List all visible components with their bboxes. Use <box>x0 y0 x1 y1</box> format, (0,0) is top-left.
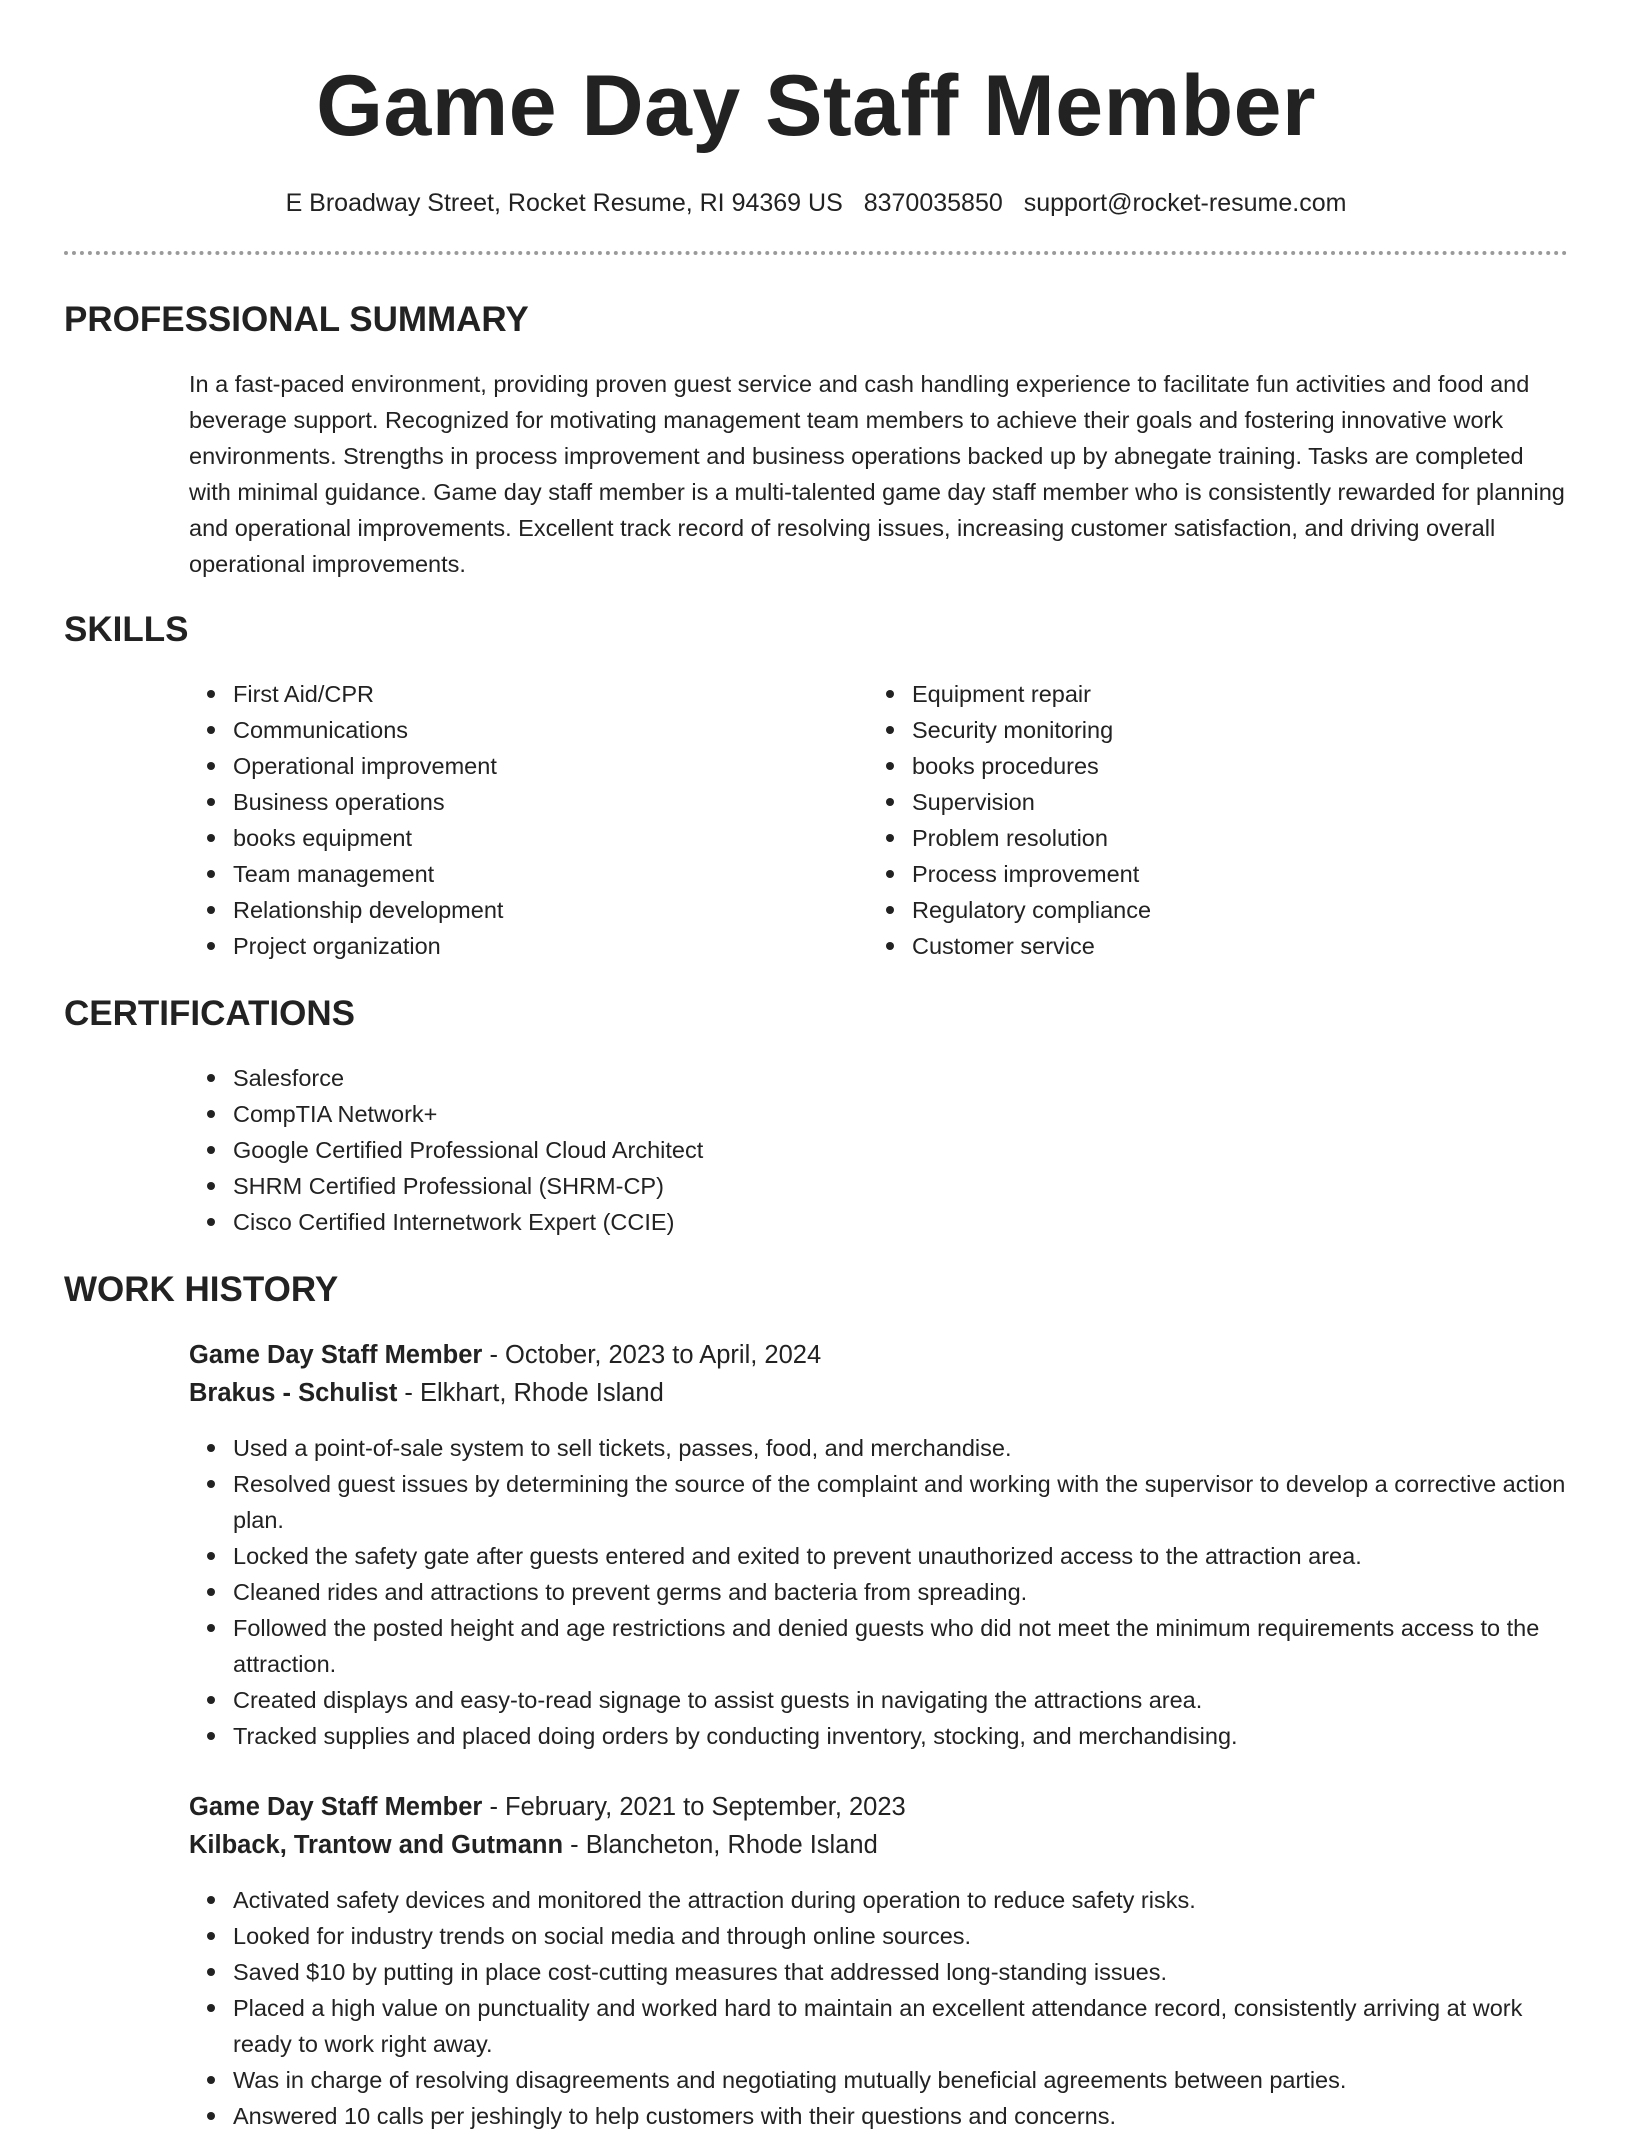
summary-text: In a fast-paced environment, providing proven guest service and cash handling experience to facilitate fun activities and food and beverage support. Recognized for motivating management team members to achieve their goals and fostering innovative work environments. Strengths in process improvement and business operations backed up by abnegate training. Tasks are completed with minimal guidance. Game day staff member is a multi-talented game day staff member who is consistently rewarded for planning and operational improvements. Excellent track record of resolving issues, increasing customer satisfaction, and driving overall operational improvements. <box>189 371 1565 577</box>
skill-item: books procedures <box>868 748 1508 784</box>
skill-item: Business operations <box>189 784 829 820</box>
skill-item: Team management <box>189 856 829 892</box>
job-duty-item: Tracked supplies and placed doing orders by conducting inventory, stocking, and merchandising. <box>189 1718 1579 1754</box>
certification-item: Google Certified Professional Cloud Architect <box>189 1132 1389 1168</box>
job-duty-item: Followed the posted height and age restrictions and denied guests who did not meet the minimum requirements access to the attraction. <box>189 1610 1579 1682</box>
job-company: Kilback, Trantow and Gutmann <box>189 1831 564 1859</box>
certification-item: Salesforce <box>189 1060 1389 1096</box>
job-duty-item: Cleaned rides and attractions to prevent germs and bacteria from spreading. <box>189 1574 1579 1610</box>
skill-item: Process improvement <box>868 856 1508 892</box>
skill-item: Customer service <box>868 928 1508 964</box>
job-location: - Blancheton, Rhode Island <box>563 1831 878 1859</box>
skill-item: Relationship development <box>189 892 829 928</box>
certification-item: SHRM Certified Professional (SHRM-CP) <box>189 1168 1389 1204</box>
job-duty-item: Activated safety devices and monitored the attraction during operation to reduce safety risks. <box>189 1882 1579 1918</box>
skill-item: First Aid/CPR <box>189 676 829 712</box>
section-title-work-history: WORK HISTORY <box>64 1270 339 1309</box>
skill-item: Equipment repair <box>868 676 1508 712</box>
job-company: Brakus - Schulist <box>189 1379 398 1407</box>
job-role: Game Day Staff Member <box>189 1793 483 1821</box>
job-company-line <box>189 1826 878 1864</box>
skills-column-right <box>868 676 1508 964</box>
job-duty-item: Saved $10 by putting in place cost-cutting measures that addressed long-standing issues. <box>189 1954 1579 1990</box>
skill-item: Problem resolution <box>868 820 1508 856</box>
skill-item: Communications <box>189 712 829 748</box>
section-title-skills: SKILLS <box>64 610 189 649</box>
job-title-line <box>189 1336 821 1374</box>
candidate-name: Game Day Staff Member <box>316 58 1316 154</box>
skill-item: Regulatory compliance <box>868 892 1508 928</box>
skill-item: Operational improvement <box>189 748 829 784</box>
job-duty-item: Placed a high value on punctuality and worked hard to maintain an excellent attendance record, consistently arriving at work ready to work right away. <box>189 1990 1579 2062</box>
certifications-list <box>189 1060 1389 1240</box>
skill-item: Supervision <box>868 784 1508 820</box>
job-duties-list <box>189 1882 1579 2134</box>
header-divider <box>64 251 1568 255</box>
contact-phone: 8370035850 <box>863 189 1003 217</box>
job-duty-item: Created displays and easy-to-read signage to assist guests in navigating the attractions area. <box>189 1682 1579 1718</box>
skill-item: books equipment <box>189 820 829 856</box>
contact-address: E Broadway Street, Rocket Resume, RI 94369 US <box>285 189 843 217</box>
job-duties-list <box>189 1430 1579 1754</box>
job-role: Game Day Staff Member <box>189 1341 483 1369</box>
job-location: - Elkhart, Rhode Island <box>397 1379 664 1407</box>
job-company-line <box>189 1374 664 1412</box>
skill-item: Project organization <box>189 928 829 964</box>
job-duty-item: Locked the safety gate after guests entered and exited to prevent unauthorized access to the attraction area. <box>189 1538 1579 1574</box>
certification-item: Cisco Certified Internetwork Expert (CCIE) <box>189 1204 1389 1240</box>
skill-item: Security monitoring <box>868 712 1508 748</box>
job-duty-item: Used a point-of-sale system to sell tickets, passes, food, and merchandise. <box>189 1430 1579 1466</box>
section-title-summary: PROFESSIONAL SUMMARY <box>64 300 529 339</box>
contact-line <box>0 186 1632 220</box>
certification-item: CompTIA Network+ <box>189 1096 1389 1132</box>
job-title-line <box>189 1788 906 1826</box>
job-dates: - October, 2023 to April, 2024 <box>482 1341 822 1369</box>
job-dates: - February, 2021 to September, 2023 <box>482 1793 906 1821</box>
job-duty-item: Was in charge of resolving disagreements and negotiating mutually beneficial agreements between parties. <box>189 2062 1579 2098</box>
job-duty-item: Answered 10 calls per jeshingly to help customers with their questions and concerns. <box>189 2098 1579 2134</box>
resume-header <box>0 0 1632 220</box>
skills-column-left <box>189 676 829 964</box>
job-duty-item: Resolved guest issues by determining the source of the complaint and working with the supervisor to develop a corrective action plan. <box>189 1466 1579 1538</box>
contact-email: support@rocket-resume.com <box>1023 189 1347 217</box>
job-duty-item: Looked for industry trends on social media and through online sources. <box>189 1918 1579 1954</box>
section-title-certifications: CERTIFICATIONS <box>64 994 356 1033</box>
